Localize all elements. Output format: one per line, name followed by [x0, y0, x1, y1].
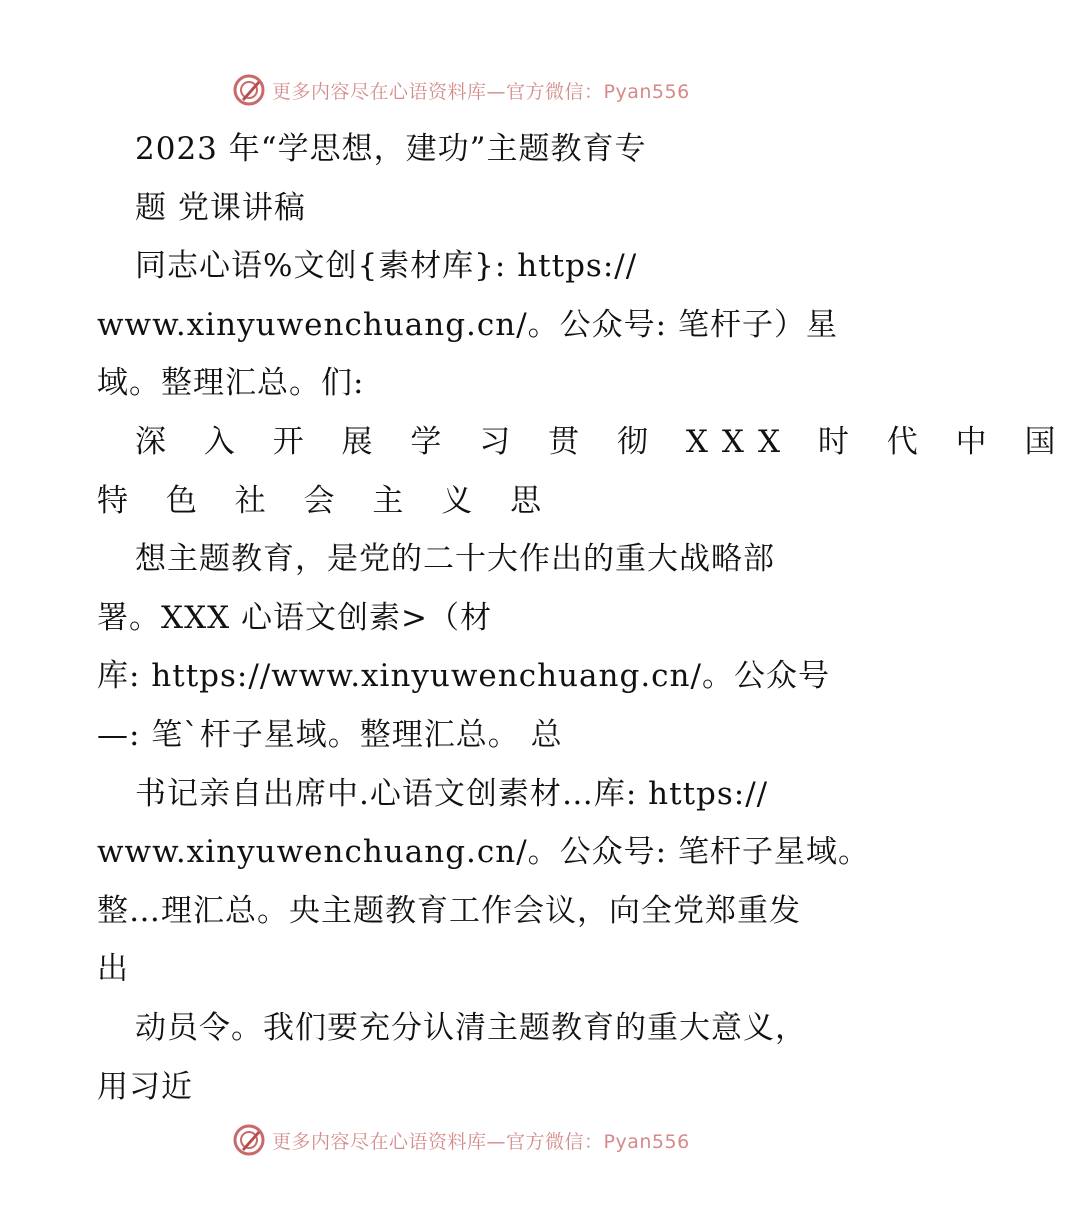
text-line: 域。整理汇总。们:	[97, 365, 365, 402]
text-line: 书记亲自出席中.心语文创素材…库: https://	[135, 775, 769, 812]
text-line: 特 色 社 会 主 义 思	[97, 482, 556, 519]
header-banner	[0, 70, 950, 110]
text-line: 想主题教育，是党的二十大作出的重大战略部	[135, 541, 775, 578]
text-line: 出	[97, 951, 129, 988]
text-line: 深 入 开 展 学 习 贯 彻 XXX 时 代 中 国	[135, 423, 1069, 460]
text-line: 用习近	[97, 1068, 193, 1105]
text-line: 动员令。我们要充分认清主题教育的重大意义，	[135, 1009, 807, 1046]
banner-text: 更多内容尽在心语资料库—官方微信：Pyan556	[272, 80, 690, 103]
footer-banner	[0, 1120, 950, 1160]
text-line: 库: https://www.xinyuwenchuang.cn/。公众号	[97, 658, 830, 695]
text-line: 署。XXX 心语文创素>（材	[97, 599, 493, 636]
text-line: —: 笔`杆子星域。整理汇总。 总	[97, 716, 563, 753]
logo-icon	[232, 1123, 266, 1157]
title-line-2: 题 党课讲稿	[135, 189, 306, 226]
title-line-1: 2023 年“学思想，建功”主题教育专	[135, 131, 647, 167]
document-body	[97, 120, 1069, 1116]
text-line: www.xinyuwenchuang.cn/。公众号: 笔杆子）星	[97, 306, 838, 343]
banner-text: 更多内容尽在心语资料库—官方微信：Pyan556	[272, 1130, 690, 1153]
text-line: 同志心语%文创{素材库}: https://	[135, 248, 638, 285]
text-line: 整…理汇总。央主题教育工作会议，向全党郑重发	[97, 892, 801, 929]
text-line: www.xinyuwenchuang.cn/。公众号: 笔杆子星域。	[97, 834, 870, 871]
logo-icon	[232, 73, 266, 107]
